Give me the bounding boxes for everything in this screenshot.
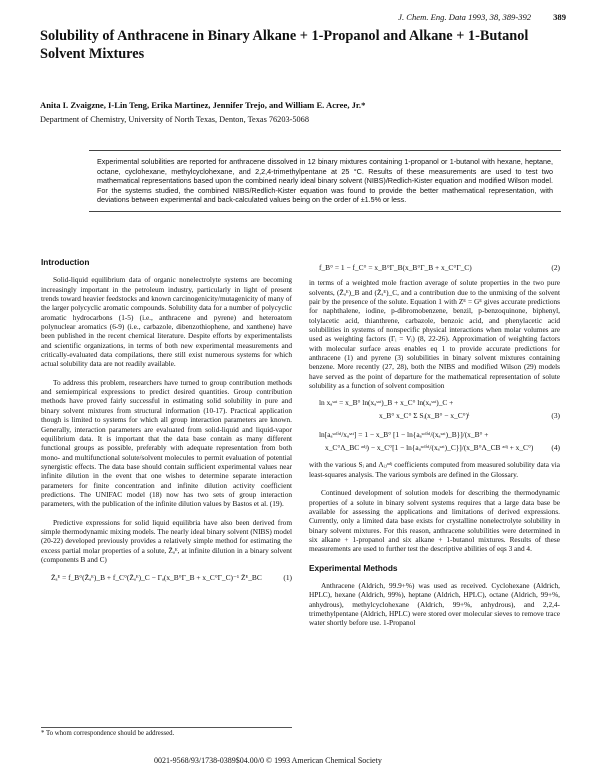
- intro-paragraph-2: To address this problem, researchers have turned to group contribution methods and semiempirical expressions to predict desired quantities. Group contribution methods have proved fairly successful in estimating solid solubility in pure and binary solvent mixtures from structural information (10-17). Practical application though is limited to systems for which all group interaction parameters are known. Generally, interaction parameters are evaluated from solid-liquid and liquid-vapor equilibrium data. It is important that the data base contain as many different functional groups as possible, preferably with adequate representation from both mono- and multifunctional solute/solvent molecules to permit evaluation of potential synergistic effects. The data base should contain sufficient experimental values near infinite dilution in the event that one wishes to determine separate interaction parameters for finite concentration and infinite dilution activity coefficient predictions. The UNIFAC model (18) now has two sets of group interaction parameters, with the publication of the infinite dilution values by Bastos et al. (19).: [41, 377, 292, 509]
- equation-3-line-2: x_B° x_C° Σ Sᵢ(x_B° − x_C°)ⁱ: [379, 411, 470, 421]
- equation-4-line-1: ln[aₐˢᵒˡⁱᵈ/xₐˢᵃᵗ] = 1 − x_B° [1 − ln{aₐˢᵒˡⁱᵈ/(xₐˢᵃᵗ)_B}]/(x_B° +: [319, 430, 489, 440]
- right-paragraph-3: Continued development of solution models for describing the thermodynamic properties of a solute in binary solvent systems requires that a large data base be available for assessing the applications and limitations of derived expressions. Currently, only a limited data base exists for crystalline nonelectrolyte solubility in binary solvent mixtures. For this reason, anthracene solubilities were determined in six alkane + 1-propanol and six alkane + 1-butanol mixtures. Results of these measurements are used to further test the descriptive abilities of eqs 3 and 4.: [309, 488, 560, 554]
- article-title: Solubility of Anthracene in Binary Alkane + 1-Propanol and Alkane + 1-Butanol Solvent Mixtures: [40, 28, 529, 62]
- equation-2: [309, 263, 560, 272]
- page-number: 389: [553, 12, 566, 22]
- equation-4-line-2: x_C°Λ_BC ᵃᵈʲ) − x_C°[1 − ln{aₐˢᵒˡⁱᵈ/(xₐˢᵃᵗ)_C}]/(x_B°Λ_CB ᵃᵈʲ + x_C°): [325, 443, 534, 453]
- copyright-footer: 0021-9568/93/1738-0389$04.00/0 © 1993 American Chemical Society: [154, 756, 382, 765]
- equation-3: [309, 396, 560, 422]
- equation-1-number: (1): [283, 573, 292, 583]
- abstract: Experimental solubilities are reported for anthracene dissolved in 12 binary mixtures containing 1-propanol or 1-butanol with hexane, heptane, octane, cyclohexane, methylcyclohexane, and 2,2,4-trimethylpentane at 25 °C. Results of these measurements are used to test two mathematical representations based upon the combined nearly ideal binary solvent (NIBS)/Redlich-Kister equation and modified Wilson model. For the systems studied, the combined NIBS/Redlich-Kister equation was found to provide the better mathematical representation, with deviations between experimental and back-calculated values being on the order of ±1.5% or less.: [89, 150, 561, 212]
- equation-1: [41, 573, 292, 582]
- experimental-paragraph: Anthracene (Aldrich, 99.9+%) was used as received. Cyclohexane (Aldrich, HPLC), hexane (Aldrich, 99%), heptane (Aldrich, HPLC), octane (Aldrich, 99+%, anhydrous), methylcyclohexane (Aldrich, 99+%, anhydrous), and 2,2,4-trimethylpentane (Aldrich, HPLC) were stored over molecular sieves to remove trace water shortly before use. 1-Propanol: [309, 580, 560, 628]
- intro-paragraph-1: Solid-liquid equilibrium data of organic nonelectrolyte systems are becoming increasingly important in the petroleum industry, particularly in light of present trends toward heavier feedstocks and known carcinogenicity/mutagenicity of many of the larger polycyclic aromatic compounds. Solubility data for a number of polycyclic aromatic hydrocarbons (1-5) (i.e., anthracene and pyrene) and heteroatom polynuclear aromatics (6-9) (i.e., carbazole, dibenzothiophene, and xanthene) have been published in the recent chemical literature. Despite efforts by experimentalists and scientific organizations, in terms of both new experimental measurements and critically-evaluated data compilations, there still exist numerous systems for which actual solubility data are not readily available.: [41, 275, 292, 369]
- affiliation: Department of Chemistry, University of North Texas, Denton, Texas 76203-5068: [40, 115, 309, 124]
- introduction-heading: Introduction: [41, 257, 90, 267]
- right-paragraph-1: in terms of a weighted mole fraction average of solute properties in the two pure solvents, (Z̄ₐᴱ)_B and (Z̄ₐᴱ)_C, and a contribution due to the unmixing of the solvent pair by the presence of the solute. Equation 1 with Zᴱ = Gᴱ gives accurate predictions for naphthalene, iodine, p-dibromobenzene, benzil, p-benzoquinone, biphenyl, tolylacetic acid, thianthrene, carbazole, benzoic acid, and phenylacetic acid solubilities in systems of nonspecific physical interactions when molar volumes are used as weighting factors (Γᵢ = Vᵢ) (8, 22-26). Approximation of weighting factors with molecular surface areas enables eq 1 to provide accurate predictions for anthracene (1) and pyrene (3) solubilities in binary solvent mixtures containing benzene. More recently (27, 28), both the NIBS and modified Wilson (29) models have served as the point of departure for the mathematical representation of solute solubility as a function of solvent composition: [309, 278, 560, 391]
- author-list: Anita I. Zvaigzne, I-Lin Teng, Erika Martinez, Jennifer Trejo, and William E. Acree, Jr.*: [40, 100, 366, 110]
- equation-3-line-1: ln xₐˢᵃᵗ = x_B° ln(xₐˢᵃᵗ)_B + x_C° ln(xₐˢᵃᵗ)_C +: [319, 398, 454, 408]
- equation-2-body: f_B° = 1 − f_C° = x_B°Γ_B(x_B°Γ_B + x_C°Γ_C): [319, 263, 472, 272]
- journal-citation: J. Chem. Eng. Data 1993, 38, 389-392: [398, 12, 532, 22]
- right-paragraph-2: with the various Sᵢ and Λᵢⱼᵃᵈʲ coefficients computed from measured solubility data via least-squares analysis. The various symbols are defined in the Glossary.: [309, 460, 560, 479]
- equation-1-body: Z̄ₐᴱ = f_B°(Z̄ₐᴱ)_B + f_C°(Z̄ₐᴱ)_C − Γₐ(x_B°Γ_B + x_C°Γ_C)⁻¹ Z̄ᴱ_BC: [51, 573, 262, 583]
- left-column: [41, 258, 292, 589]
- correspondence-footnote: * To whom correspondence should be addressed.: [41, 727, 292, 737]
- running-head: [398, 12, 566, 22]
- right-column: [309, 263, 560, 628]
- equation-4-number: (4): [551, 443, 560, 453]
- intro-paragraph-3: Predictive expressions for solid liquid equilibria have also been derived from simple thermodynamic mixing models. The nearly ideal binary solvent (NIBS) model (20-22) developed previously provides a relatively simple method for estimating the excess partial molar properties of a solute, Z̄ₐᴱ, at infinite dilution in a binary solvent (components B and C): [41, 517, 292, 564]
- equation-3-number: (3): [551, 411, 560, 421]
- equation-4: [309, 428, 560, 454]
- experimental-methods-heading: Experimental Methods: [309, 562, 398, 573]
- equation-2-number: (2): [551, 263, 560, 272]
